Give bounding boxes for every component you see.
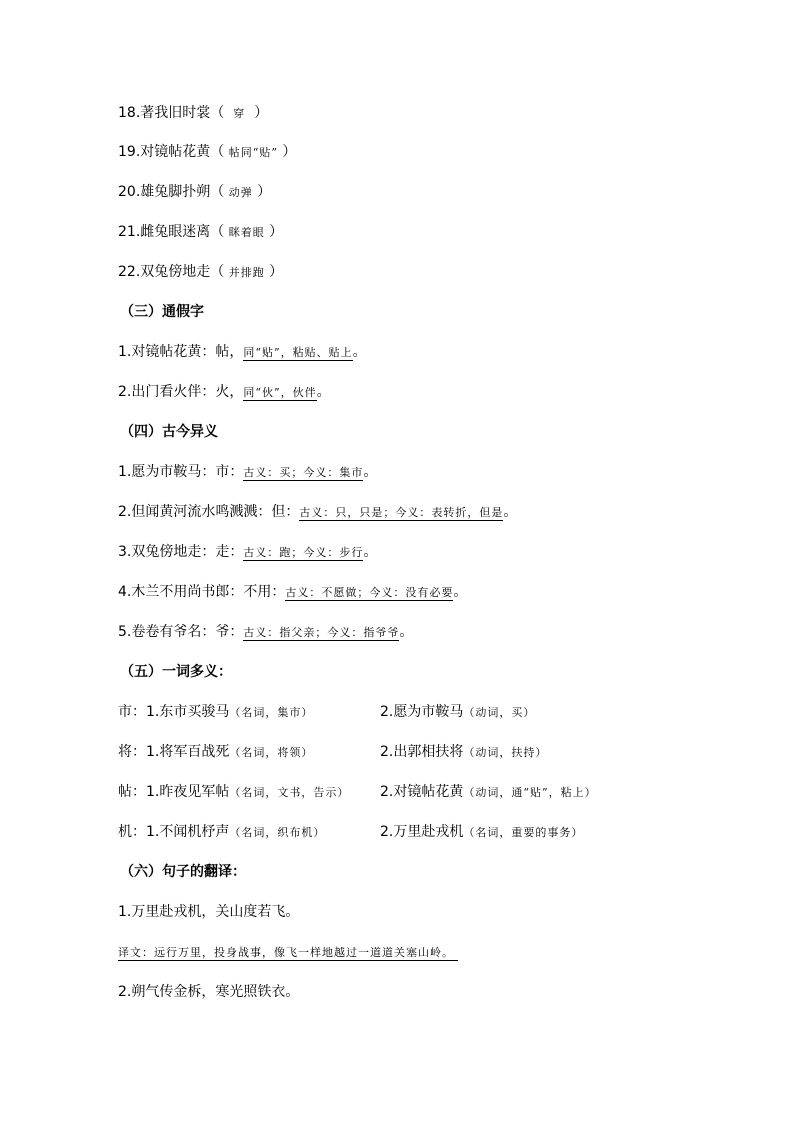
polysemy-sense-2: 2.愿为市鞍马 xyxy=(380,704,464,720)
item-word: 雌兔眼迷离 xyxy=(140,224,211,240)
item-answer: 古义：不愿做；今义：没有必要 xyxy=(285,586,454,599)
item-meaning: 帖同“贴” xyxy=(228,146,278,159)
item-word: 双兔傍地走 xyxy=(140,264,211,280)
polysemy-sense-2: 2.对镜帖花黄 xyxy=(380,784,464,800)
item-answer: 古义：跑；今义：步行 xyxy=(243,546,364,559)
polysemy-row xyxy=(118,702,313,723)
item-answer: 古义：买；今义：集市 xyxy=(243,466,364,479)
sentence-1: 1.万里赴戎机，关山度若飞。 xyxy=(118,904,300,920)
polysemy-sense-1: 市：1.东市买骏马 xyxy=(118,704,230,720)
period: 。 xyxy=(363,464,378,480)
word-item-20 xyxy=(118,182,271,203)
polysemy-note-1: （名词，文书，告示） xyxy=(229,786,350,799)
close-paren: ） xyxy=(269,264,284,280)
close-paren: ） xyxy=(254,105,269,121)
open-paren: （ xyxy=(210,184,225,200)
period: 。 xyxy=(316,384,331,400)
item-answer: 同“贴”，粘贴、贴上 xyxy=(243,346,353,359)
open-paren: （ xyxy=(210,264,225,280)
word-item-21 xyxy=(118,222,283,243)
gujinyiyi-item-5 xyxy=(118,622,413,643)
item-number: 19. xyxy=(118,144,141,160)
polysemy-row-right xyxy=(380,742,547,763)
close-paren: ） xyxy=(257,184,272,200)
section-heading-tongjiazi: （三）通假字 xyxy=(120,304,204,320)
item-word: 雄兔脚扑朔 xyxy=(140,184,211,200)
period: 。 xyxy=(363,544,378,560)
polysemy-note-2: （动词，扶持） xyxy=(463,746,548,759)
polysemy-row-right xyxy=(380,702,535,723)
section-heading-translation: （六）句子的翻译： xyxy=(120,864,246,880)
open-paren: （ xyxy=(210,224,225,240)
polysemy-row xyxy=(118,822,325,843)
item-meaning: 动弹 xyxy=(228,186,253,199)
period: 。 xyxy=(503,504,518,520)
word-item-18 xyxy=(118,103,268,124)
item-meaning: 并排跑 xyxy=(228,266,265,279)
sentence-2: 2.朔气传金柝，寒光照铁衣。 xyxy=(118,984,300,1000)
polysemy-sense-1: 机：1.不闻机杼声 xyxy=(118,824,230,840)
polysemy-note-2: （名词，重要的事务） xyxy=(463,826,584,839)
word-item-19 xyxy=(118,142,296,163)
item-prefix: 2.出门看火伴：火， xyxy=(118,384,244,400)
gujinyiyi-item-4 xyxy=(118,582,467,603)
polysemy-row-right xyxy=(380,782,597,803)
polysemy-row-right xyxy=(380,822,583,843)
section-heading-gujinyiyi: （四）古今异义 xyxy=(120,424,218,440)
gujinyiyi-item-3 xyxy=(118,542,377,563)
item-prefix: 4.木兰不用尚书郎：不用： xyxy=(118,584,286,600)
item-prefix: 1.愿为市鞍马：市： xyxy=(118,464,244,480)
close-paren: ） xyxy=(269,224,284,240)
item-prefix: 3.双兔傍地走：走： xyxy=(118,544,244,560)
polysemy-note-2: （动词，买） xyxy=(463,706,536,719)
polysemy-note-1: （名词，将领） xyxy=(229,746,314,759)
gujinyiyi-item-1 xyxy=(118,462,377,483)
item-number: 21. xyxy=(118,224,141,240)
polysemy-sense-1: 帖：1.昨夜见军帖 xyxy=(118,784,230,800)
item-answer: 古义：指父亲；今义：指爷爷 xyxy=(243,626,400,639)
polysemy-sense-2: 2.出郭相扶将 xyxy=(380,744,464,760)
tongjiazi-item-1 xyxy=(118,342,367,363)
item-word: 著我旧时裳 xyxy=(140,105,211,121)
open-paren: （ xyxy=(210,105,225,121)
period: 。 xyxy=(453,584,468,600)
polysemy-note-1: （名词，织布机） xyxy=(229,826,326,839)
tongjiazi-item-2 xyxy=(118,382,331,403)
open-paren: （ xyxy=(210,144,225,160)
polysemy-sense-2: 2.万里赴戎机 xyxy=(380,824,464,840)
section-heading-yiciduoyi: （五）一词多义： xyxy=(120,664,232,680)
item-prefix: 5.卷卷有爷名：爷： xyxy=(118,624,244,640)
close-paren: ） xyxy=(282,144,297,160)
item-answer: 古义：只，只是；今义：表转折，但是 xyxy=(299,506,504,519)
period: 。 xyxy=(352,344,367,360)
polysemy-row xyxy=(118,782,349,803)
item-word: 对镜帖花黄 xyxy=(140,144,211,160)
item-meaning: 穿 xyxy=(224,107,255,120)
polysemy-sense-1: 将：1.将军百战死 xyxy=(118,744,230,760)
item-meaning: 眯着眼 xyxy=(228,226,265,239)
word-item-22 xyxy=(118,262,283,283)
item-prefix: 1.对镜帖花黄：帖， xyxy=(118,344,244,360)
translation-text: 译文：远行万里，投身战事，像飞一样地越过一道道关塞山岭。 xyxy=(118,946,458,961)
gujinyiyi-item-2 xyxy=(118,502,517,523)
item-number: 18. xyxy=(118,105,141,121)
item-answer: 同“伙”，伙伴 xyxy=(243,386,317,399)
polysemy-note-1: （名词，集市） xyxy=(229,706,314,719)
polysemy-note-2: （动词，通“贴”，粘上） xyxy=(463,786,597,799)
translation-1 xyxy=(118,942,458,963)
polysemy-row xyxy=(118,742,313,763)
item-number: 22. xyxy=(118,264,141,280)
item-prefix: 2.但闻黄河流水鸣溅溅：但： xyxy=(118,504,300,520)
period: 。 xyxy=(399,624,414,640)
item-number: 20. xyxy=(118,184,141,200)
